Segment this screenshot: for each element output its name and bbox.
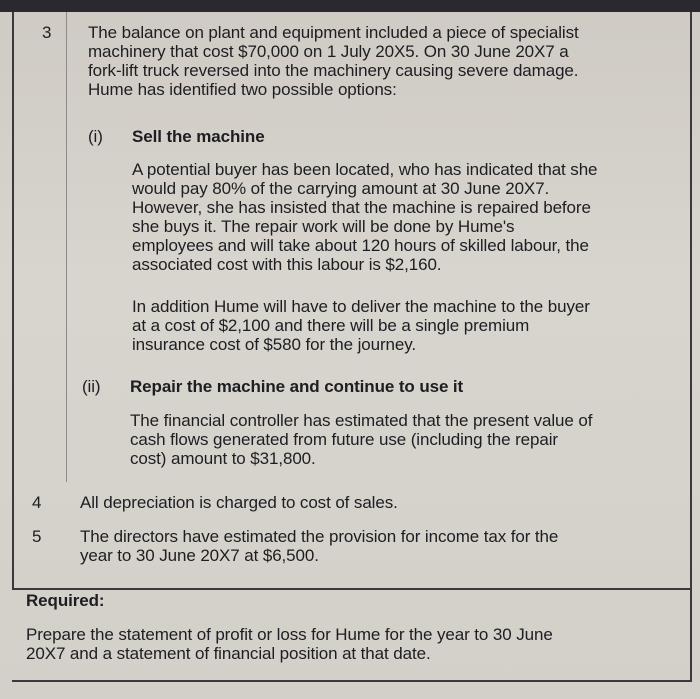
option-i-para1-line-6: associated cost with this labour is $2,160. [132, 255, 442, 274]
option-i-para1-line-1: A potential buyer has been located, who has indicated that she [132, 160, 598, 179]
item-5-line-1: The directors have estimated the provision for income tax for the [80, 527, 559, 546]
option-i-para1-line-5: employees and will take about 120 hours of skilled labour, the [132, 236, 589, 255]
option-i-para2-line-3: insurance cost of $580 for the journey. [132, 335, 417, 354]
intro-line-3: fork-lift truck reversed into the machinery causing severe damage. [88, 61, 579, 80]
option-i-heading: Sell the machine [132, 127, 265, 146]
table-border-bottom [12, 680, 692, 682]
option-i-para2-line-1: In addition Hume will have to deliver the machine to the buyer [132, 297, 590, 316]
option-ii-line-3: cost) amount to $31,800. [130, 449, 316, 468]
option-ii-line-1: The financial controller has estimated that the present value of [130, 411, 593, 430]
intro-line-2: machinery that cost $70,000 on 1 July 20X5. On 30 June 20X7 a [88, 42, 569, 61]
option-i-para1-line-2: would pay 80% of the carrying amount at 30 June 20X7. [132, 179, 550, 198]
option-i-para1-line-4: she buys it. The repair work will be done by Hume's [132, 217, 515, 236]
required-heading: Required: [26, 591, 105, 610]
intro-line-4: Hume has identified two possible options: [88, 80, 397, 99]
table-separator [12, 588, 692, 590]
top-edge [0, 0, 700, 12]
option-ii-marker: (ii) [82, 377, 101, 396]
table-border-number-column [66, 12, 67, 482]
item-4-text: All depreciation is charged to cost of sales. [80, 493, 398, 512]
item-number-4: 4 [32, 493, 42, 512]
option-i-para1-line-3: However, she has insisted that the machine is repaired before [132, 198, 591, 217]
option-i-para2-line-2: at a cost of $2,100 and there will be a single premium [132, 316, 530, 335]
option-ii-line-2: cash flows generated from future use (including the repair [130, 430, 558, 449]
item-number-3: 3 [42, 23, 52, 42]
intro-line-1: The balance on plant and equipment included a piece of specialist [88, 23, 579, 42]
required-line-1: Prepare the statement of profit or loss for Hume for the year to 30 June [26, 625, 553, 644]
required-line-2: 20X7 and a statement of financial position at that date. [26, 644, 431, 663]
item-5-line-2: year to 30 June 20X7 at $6,500. [80, 546, 319, 565]
option-i-marker: (i) [88, 127, 103, 146]
table-border-left [12, 12, 14, 590]
table-border-right [690, 12, 692, 682]
item-number-5: 5 [32, 527, 42, 546]
option-ii-heading: Repair the machine and continue to use it [130, 377, 464, 396]
